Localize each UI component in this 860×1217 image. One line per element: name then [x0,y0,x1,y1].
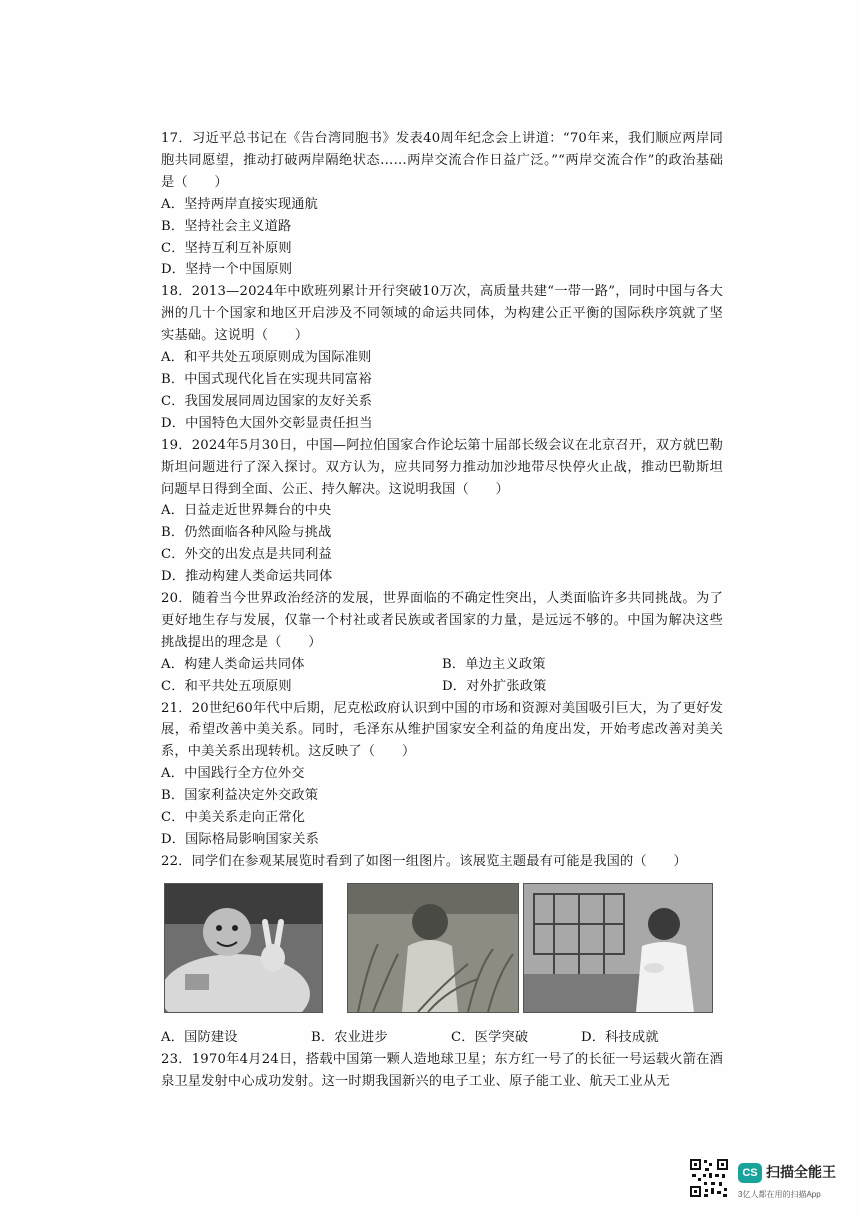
question-19-option-d: D．推动构建人类命运共同体 [161,569,333,585]
question-20-options-row-1 [161,654,723,676]
question-20-option-d: D．对外扩张政策 [442,678,547,694]
question-17-stem: 17．习近平总书记在《告台湾同胞书》发表40周年纪念会上讲道：“70年来，我们顺应两岸同胞共同愿望，推动打破两岸隔绝状态……两岸交流合作日益广泛。”“两岸交流合作”的政治基础是（ ） [161,131,723,190]
question-list [161,128,723,1093]
question-22-option-d: D．科技成就 [581,1029,659,1045]
question-20-option-b: B．单边主义政策 [442,656,546,672]
question-20-stem: 20．随着当今世界政治经济的发展，世界面临的不确定性突出，人类面临许多共同挑战。为了更好地生存与发展，仅靠一个村社或者民族或者国家的力量，是远远不够的。中国为解决这些挑战提出的理念是（ ） [161,591,723,650]
question-22-stem: 22．同学们在参观某展览时看到了如图一组图片。该展览主题最有可能是我国的（ ） [161,853,687,869]
question-17-option-a: A．坚持两岸直接实现通航 [161,196,318,212]
astronaut-photo [164,883,323,1013]
question-18-stem: 18．2013—2024年中欧班列累计开行突破10万次，高质量共建“一带一路”，同时中国与各大洲的几十个国家和地区开启涉及不同领域的命运共同体，为构建公正平衡的国际秩序筑就了坚实基础。这说明（ ） [161,284,723,344]
scanner-app-name: 扫描全能王 [766,1164,836,1180]
question-20-options-row-2 [161,676,723,698]
question-22-option-c: C．医学突破 [451,1029,529,1045]
question-23-stem: 23．1970年4月24日，搭载中国第一颗人造地球卫星；东方红一号了的长征一号运载火箭在酒泉卫星发射中心成功发射。这一时期我国新兴的电子工业、原子能工业、航天工业从无 [161,1051,723,1089]
scientist-lab-photo [523,883,713,1013]
question-19-stem: 19．2024年5月30日，中国—阿拉伯国家合作论坛第十届部长级会议在北京召开，双方就巴勒斯坦问题进行了深入探讨。双方认为，应共同努力推动加沙地带尽快停火止战，推动巴勒斯坦问题早日得到全面、公正、持久解决。这说明我国（ ） [161,437,723,497]
question-21-option-d: D．国际格局影响国家关系 [161,832,320,847]
question-21-stem: 21．20世纪60年代中后期，尼克松政府认识到中国的市场和资源对美国吸引巨大，为了更好发展，希望改善中美关系。同时，毛泽东从维护国家安全利益的角度出发，开始考虑改善对美关系，中美关系出现转机。这反映了（ ） [161,700,723,760]
question-22-options [161,1027,723,1049]
question-19-option-a: A．日益走近世界舞台的中央 [161,503,332,519]
question-22-option-b: B．农业进步 [311,1029,388,1045]
question-18-option-d: D．中国特色大国外交彰显责任担当 [161,415,373,431]
question-21-option-b: B．国家利益决定外交政策 [161,788,319,804]
question-17-option-c: C．坚持互利互补原则 [161,240,292,256]
qr-code-icon [689,1158,729,1198]
question-22-option-a: A．国防建设 [161,1029,238,1045]
question-19-option-c: C．外交的出发点是共同利益 [161,547,332,563]
question-17-option-b: B．坚持社会主义道路 [161,218,292,234]
question-17-option-d: D．坚持一个中国原则 [161,262,293,278]
question-20-option-a: A．构建人类命运共同体 [161,656,305,672]
question-22-photo-group [161,883,723,1023]
farmer-rice-field-photo [347,883,519,1013]
question-18-option-a: A．和平共处五项原则成为国际准则 [161,350,372,366]
question-19-option-b: B．仍然面临各种风险与挑战 [161,525,332,541]
question-21-option-c: C．中美关系走向正常化 [161,810,306,826]
question-18-option-b: B．中国式现代化旨在实现共同富裕 [161,371,372,387]
question-20-option-c: C．和平共处五项原则 [161,678,292,694]
question-21-option-a: A．中国践行全方位外交 [161,766,305,782]
scanner-app-tagline: 3亿人都在用的扫描App [738,1190,821,1199]
camscanner-logo-icon: CS [738,1163,762,1183]
question-18-option-c: C．我国发展同周边国家的友好关系 [161,393,373,409]
